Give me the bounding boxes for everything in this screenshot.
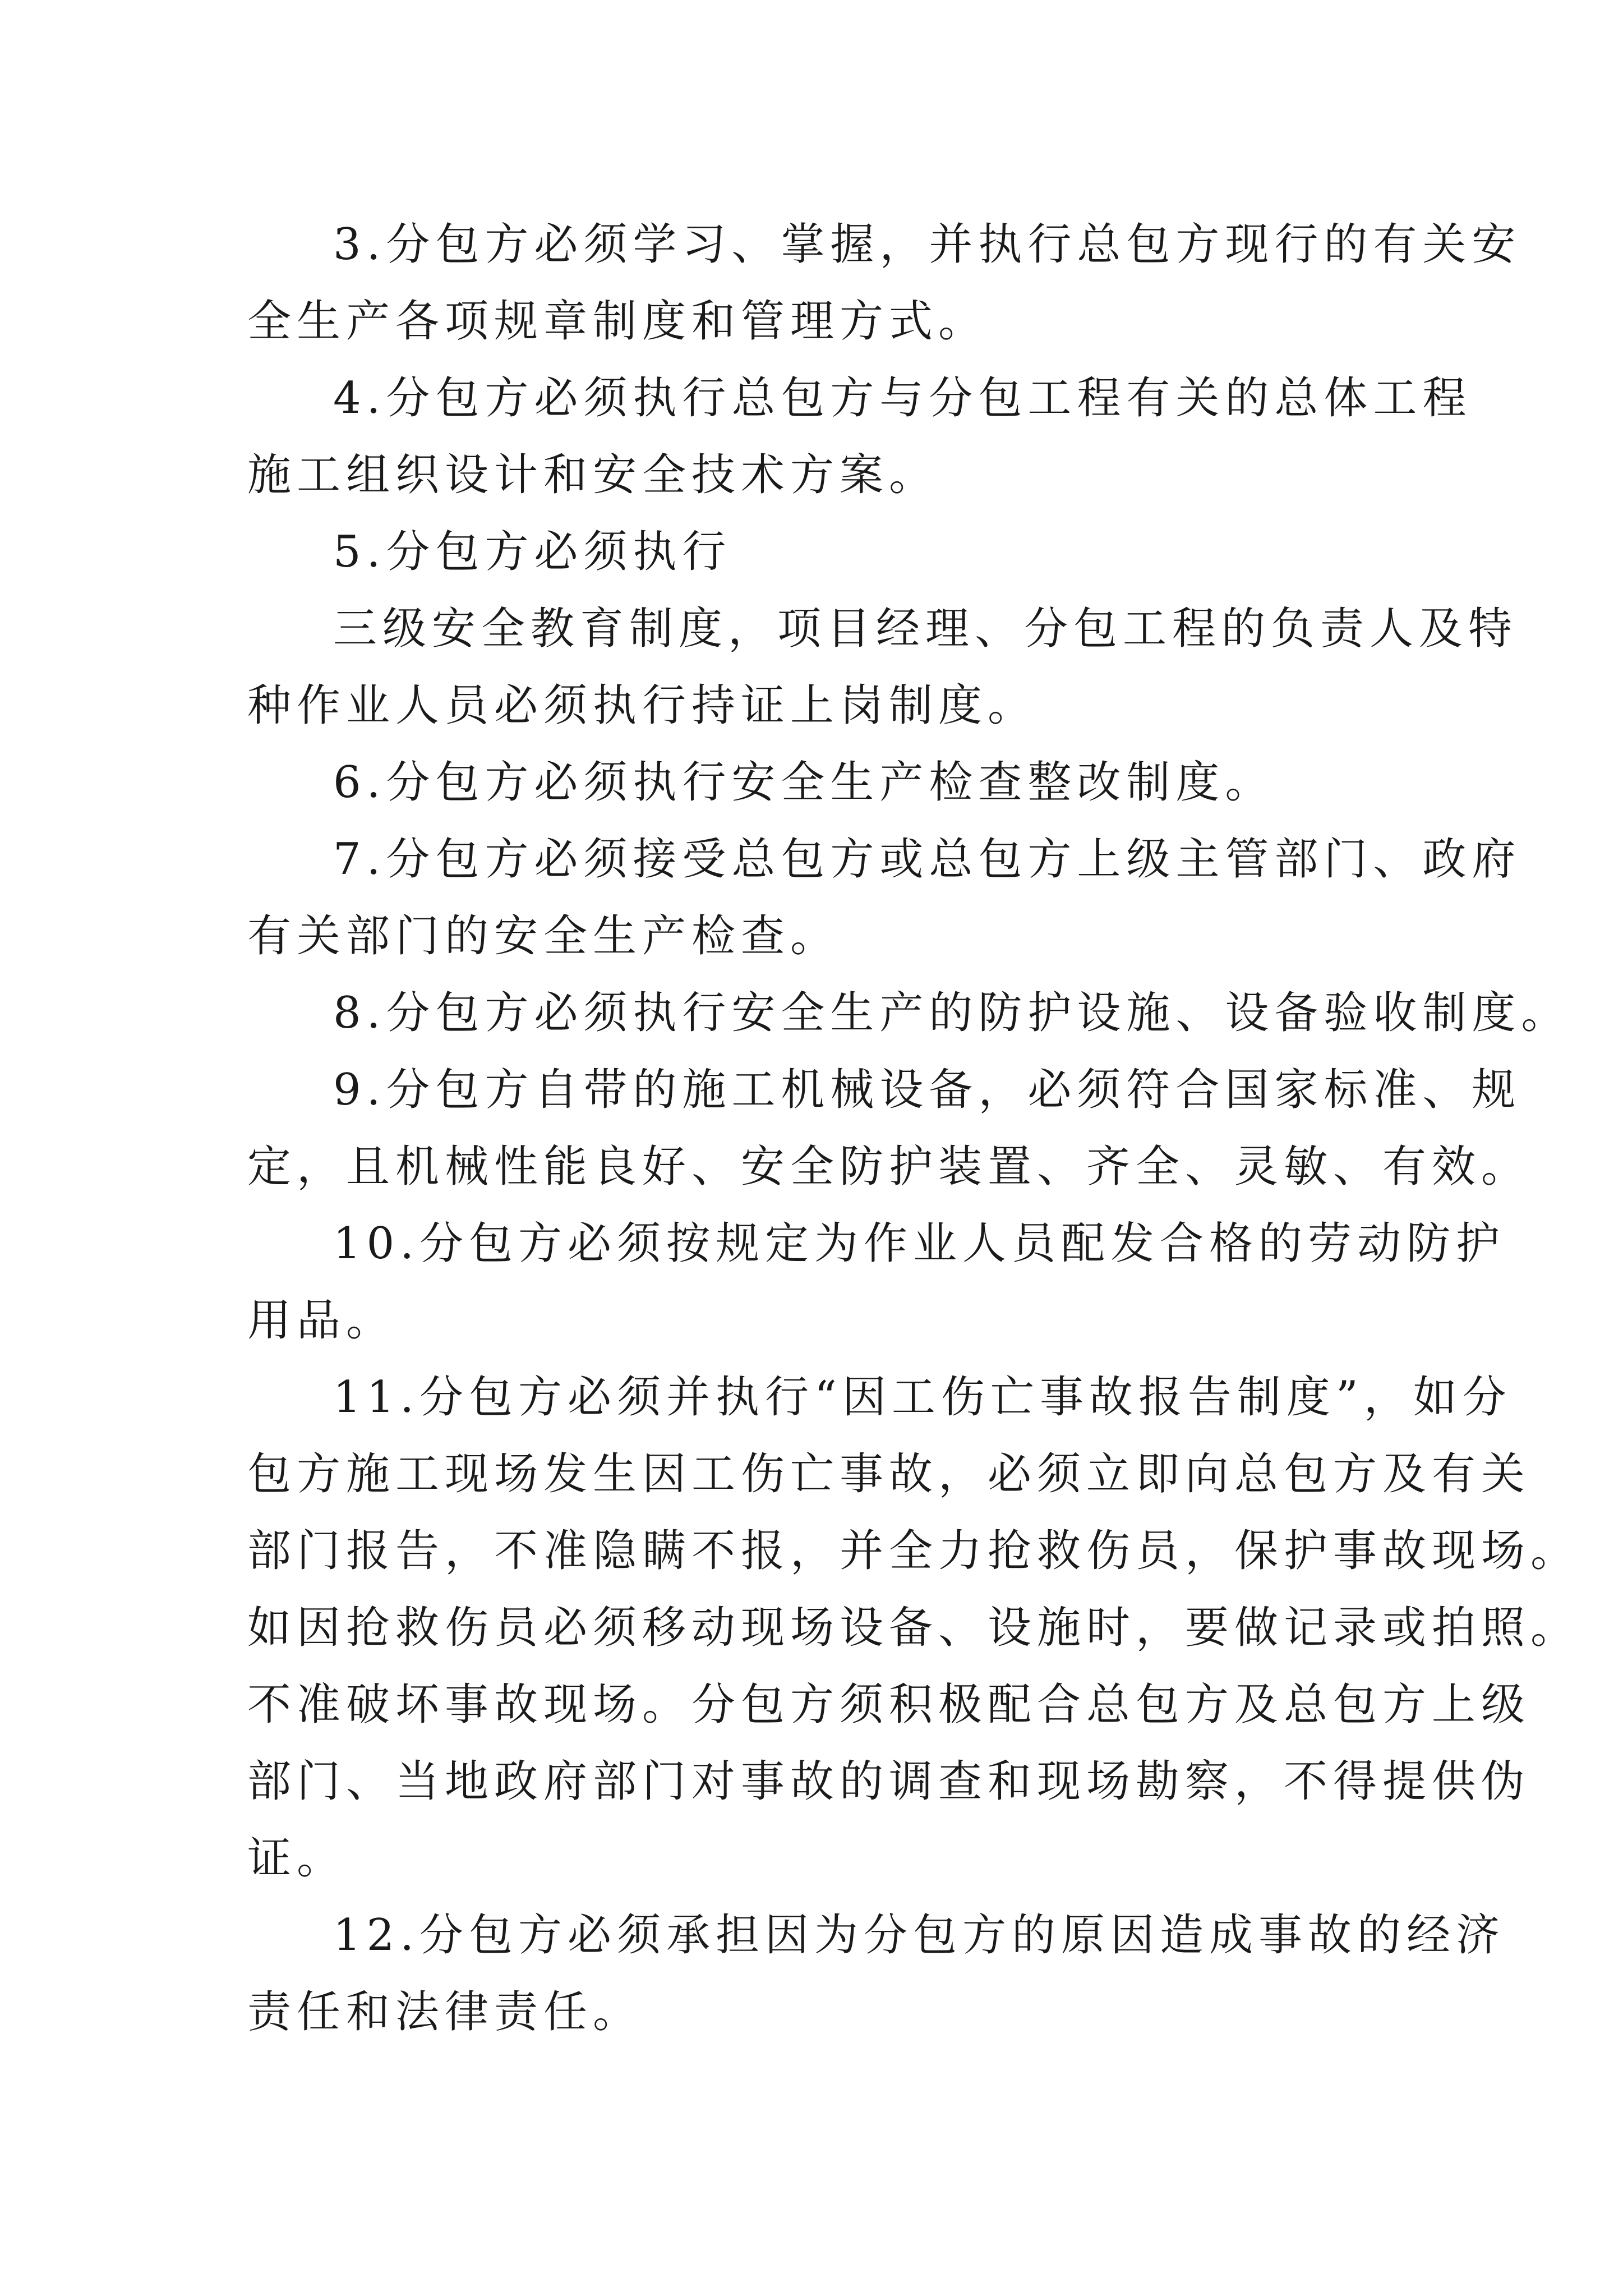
- paragraph-10-line-1: 10.分包方必须按规定为作业人员配发合格的劳动防护: [333, 1218, 1506, 1269]
- paragraph-9-line-2: 定，且机械性能良好、安全防护装置、齐全、灵敏、有效。: [247, 1142, 1531, 1192]
- paragraph-11-line-7: 证。: [247, 1833, 347, 1884]
- paragraph-11-line-5: 不准破坏事故现场。分包方须积极配合总包方及总包方上级: [247, 1680, 1531, 1730]
- paragraph-9-line-1: 9.分包方自带的施工机械设备，必须符合国家标准、规: [333, 1065, 1521, 1115]
- paragraph-3-line-1: 3.分包方必须学习、掌握，并执行总包方现行的有关安: [333, 219, 1521, 270]
- paragraph-7-line-2: 有关部门的安全生产检查。: [247, 911, 840, 961]
- paragraph-11-line-6: 部门、当地政府部门对事故的调查和现场勘察，不得提供伪: [247, 1756, 1531, 1807]
- paragraph-11-line-1: 11.分包方必须并执行“因工伤亡事故报告制度”，如分: [333, 1372, 1512, 1423]
- paragraph-5-line-2: 三级安全教育制度，项目经理、分包工程的负责人及特: [333, 604, 1518, 654]
- paragraph-3-line-2: 全生产各项规章制度和管理方式。: [247, 296, 988, 347]
- paragraph-4-line-2: 施工组织设计和安全技术方案。: [247, 450, 939, 500]
- paragraph-4-line-1: 4.分包方必须执行总包方与分包工程有关的总体工程: [333, 373, 1472, 424]
- document-body: [247, 206, 1580, 2051]
- paragraph-8-line-1: 8.分包方必须执行安全生产的防护设施、设备验收制度。: [333, 988, 1571, 1038]
- paragraph-7-line-1: 7.分包方必须接受总包方或总包方上级主管部门、政府: [333, 834, 1521, 885]
- paragraph-11-line-2: 包方施工现场发生因工伤亡事故，必须立即向总包方及有关: [247, 1449, 1531, 1499]
- paragraph-5-line-3: 种作业人员必须执行持证上岗制度。: [247, 680, 1038, 731]
- paragraph-5-line-1: 5.分包方必须执行: [333, 527, 732, 577]
- paragraph-6-line-1: 6.分包方必须执行安全生产检查整改制度。: [333, 757, 1275, 808]
- paragraph-12-line-1: 12.分包方必须承担因为分包方的原因造成事故的经济: [333, 1910, 1506, 1961]
- paragraph-11-line-3: 部门报告，不准隐瞒不报，并全力抢救伤员，保护事故现场。: [247, 1526, 1580, 1576]
- paragraph-11-line-4: 如因抢救伤员必须移动现场设备、设施时，要做记录或拍照。: [247, 1603, 1580, 1653]
- paragraph-12-line-2: 责任和法律责任。: [247, 1987, 643, 2037]
- paragraph-10-line-2: 用品。: [247, 1295, 396, 1346]
